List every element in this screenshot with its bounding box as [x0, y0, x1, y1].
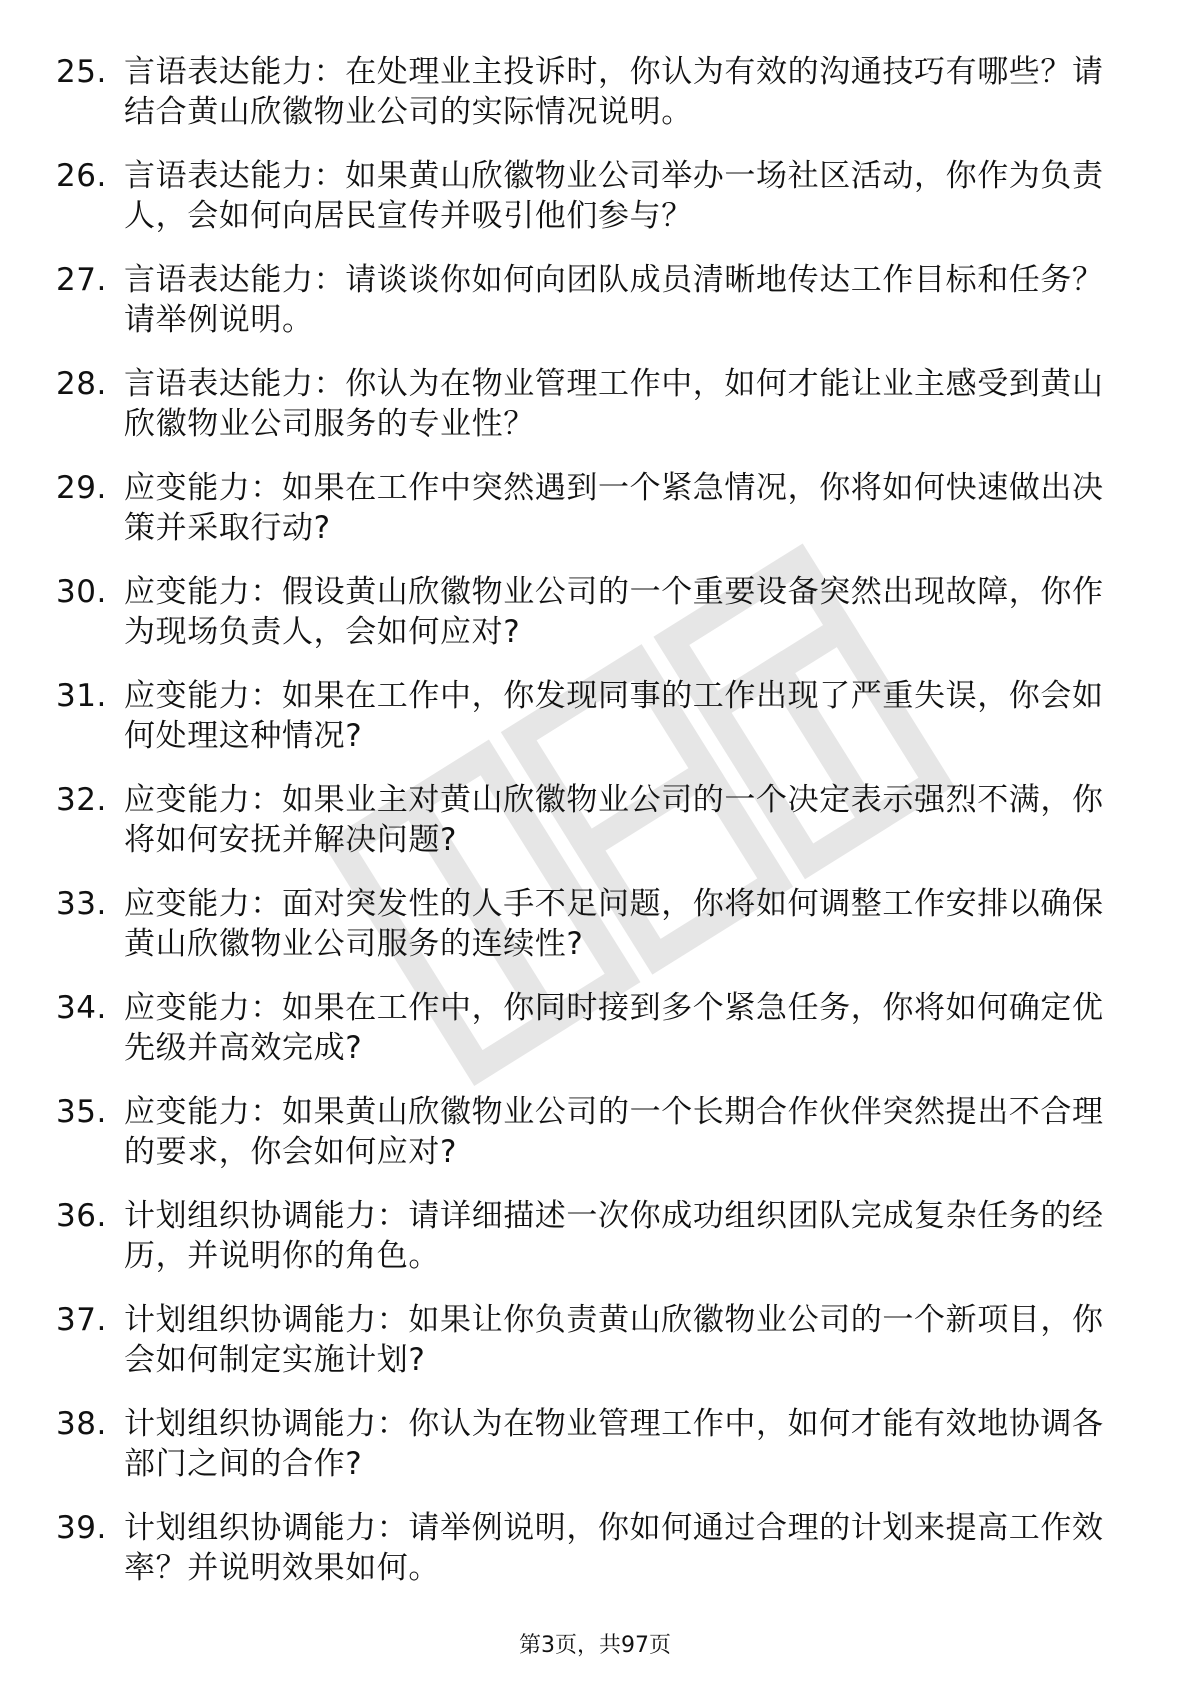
question-number: 35. [56, 1094, 107, 1130]
question-text: 计划组织协调能力：请举例说明，你如何通过合理的计划来提高工作效率？并说明效果如何。 [124, 1510, 1104, 1586]
list-item [56, 260, 1116, 364]
list-item [56, 988, 1116, 1092]
question-number: 38. [56, 1406, 107, 1442]
question-number: 25. [56, 54, 107, 90]
question-text: 言语表达能力：如果黄山欣徽物业公司举办一场社区活动，你作为负责人，会如何向居民宣传并吸引他们参与？ [124, 158, 1104, 234]
list-item [56, 1508, 1116, 1612]
list-item [56, 676, 1116, 780]
question-text: 言语表达能力：请谈谈你如何向团队成员清晰地传达工作目标和任务？请举例说明。 [124, 262, 1104, 338]
question-text: 言语表达能力：你认为在物业管理工作中，如何才能让业主感受到黄山欣徽物业公司服务的专业性？ [124, 366, 1104, 442]
list-item [56, 1196, 1116, 1300]
question-number: 37. [56, 1302, 107, 1338]
question-text: 应变能力：如果在工作中，你同时接到多个紧急任务，你将如何确定优先级并高效完成? [124, 990, 1104, 1066]
question-text: 计划组织协调能力：你认为在物业管理工作中，如何才能有效地协调各部门之间的合作? [124, 1406, 1104, 1482]
question-text: 应变能力：如果在工作中突然遇到一个紧急情况，你将如何快速做出决策并采取行动? [124, 470, 1104, 546]
list-item [56, 156, 1116, 260]
question-number: 27. [56, 262, 107, 298]
question-number: 39. [56, 1510, 107, 1546]
list-item [56, 1404, 1116, 1508]
list-item [56, 884, 1116, 988]
list-item [56, 52, 1116, 156]
question-text: 应变能力：如果黄山欣徽物业公司的一个长期合作伙伴突然提出不合理的要求，你会如何应对? [124, 1094, 1104, 1170]
page-number: 第3页，共97页 [519, 1633, 671, 1658]
question-list [56, 52, 1116, 1612]
list-item [56, 468, 1116, 572]
list-item [56, 572, 1116, 676]
question-text: 应变能力：面对突发性的人手不足问题，你将如何调整工作安排以确保黄山欣徽物业公司服务的连续性? [124, 886, 1104, 962]
question-text: 计划组织协调能力：请详细描述一次你成功组织团队完成复杂任务的经历，并说明你的角色。 [124, 1198, 1104, 1274]
question-text: 应变能力：如果在工作中，你发现同事的工作出现了严重失误，你会如何处理这种情况? [124, 678, 1104, 754]
question-number: 29. [56, 470, 107, 506]
question-number: 34. [56, 990, 107, 1026]
question-text: 言语表达能力：在处理业主投诉时，你认为有效的沟通技巧有哪些？请结合黄山欣徽物业公司的实际情况说明。 [124, 54, 1104, 130]
question-number: 28. [56, 366, 107, 402]
question-text: 计划组织协调能力：如果让你负责黄山欣徽物业公司的一个新项目，你会如何制定实施计划? [124, 1302, 1104, 1378]
question-number: 33. [56, 886, 107, 922]
question-number: 36. [56, 1198, 107, 1234]
question-text: 应变能力：如果业主对黄山欣徽物业公司的一个决定表示强烈不满，你将如何安抚并解决问题? [124, 782, 1104, 858]
list-item [56, 780, 1116, 884]
question-number: 31. [56, 678, 107, 714]
list-item [56, 1092, 1116, 1196]
question-number: 30. [56, 574, 107, 610]
question-number: 32. [56, 782, 107, 818]
question-text: 应变能力：假设黄山欣徽物业公司的一个重要设备突然出现故障，你作为现场负责人，会如何应对? [124, 574, 1104, 650]
list-item [56, 1300, 1116, 1404]
question-number: 26. [56, 158, 107, 194]
list-item [56, 364, 1116, 468]
